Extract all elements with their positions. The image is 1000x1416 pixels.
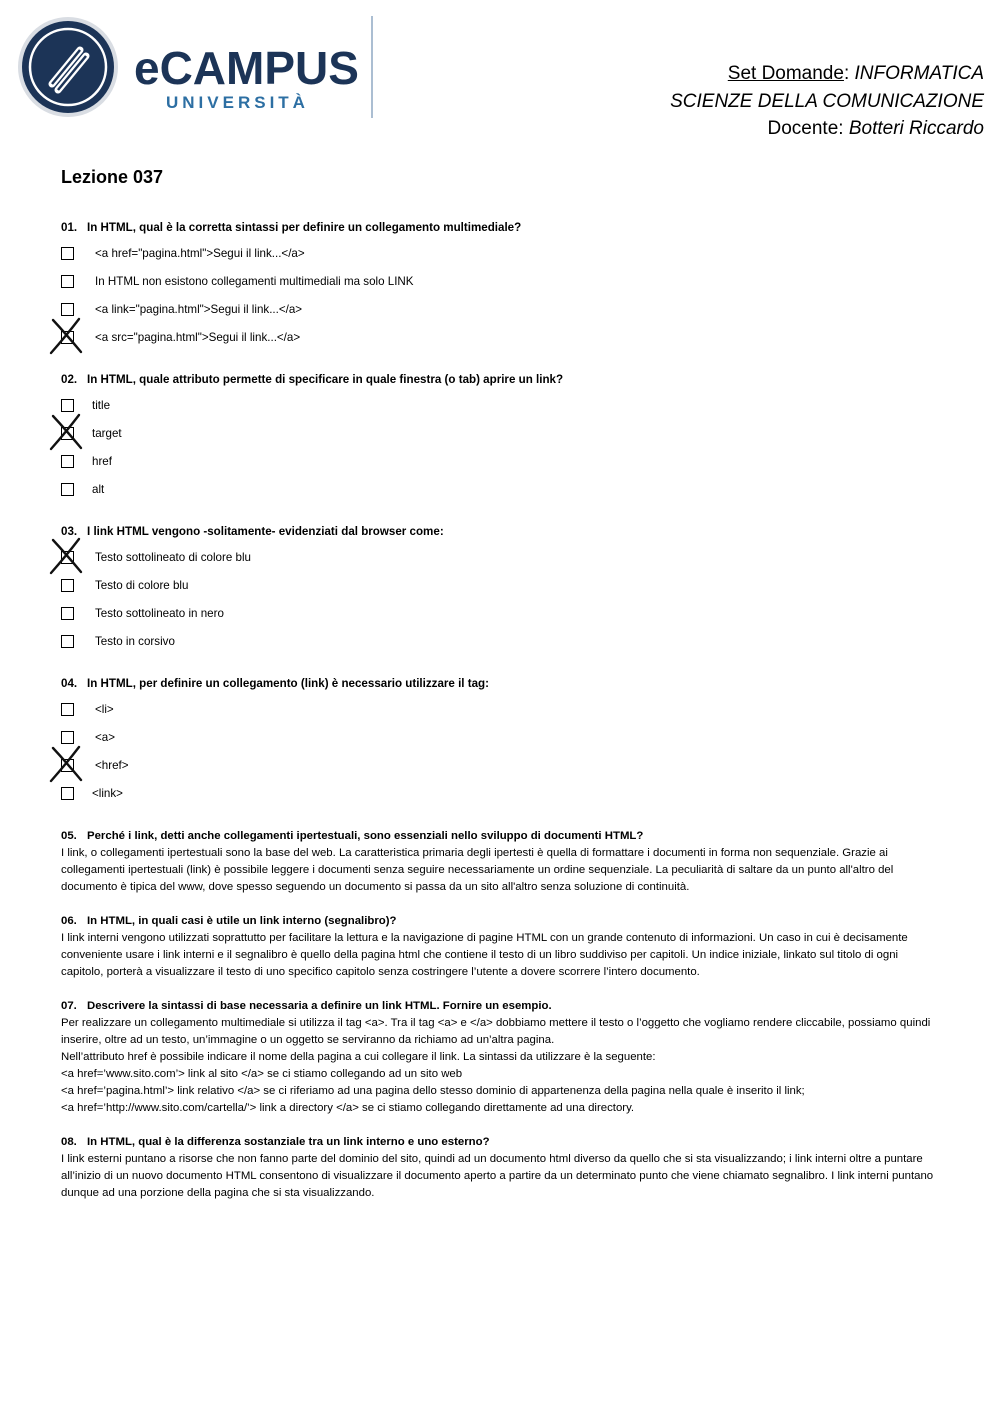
question-number: 08. [61, 1136, 77, 1148]
question-label [61, 1134, 941, 1151]
answer-text: <a href=’http://www.sito.com/cartella/’> link a directory </a> se ci stiamo collegando direttamente ad una directory. [61, 1102, 635, 1114]
question-number: 07. [61, 1000, 77, 1012]
lesson-title: Lezione 037 [61, 167, 164, 187]
option-label: <href> [95, 759, 129, 772]
course-line [670, 88, 984, 116]
teacher: Botteri Riccardo [848, 118, 984, 139]
question-text: Descrivere la sintassi di base necessaria a definire un link HTML. Fornire un esempio. [87, 1000, 552, 1012]
svg-text:UNIVERSITÀ: UNIVERSITÀ [166, 93, 309, 112]
question-2-text [61, 373, 563, 386]
option-label: <a src="pagina.html">Segui il link...</a> [95, 331, 301, 344]
answer-text: I link esterni puntano a risorse che non fanno parte del dominio del sito, quindi ad un documento html diverso da quello che si sta visualizzando; i link interni oltre a puntare all’inizio di un nuovo documento HTML consentono di visualizzare il documento aperto a partire da un determinato punto che viene chiamato segnalibro. I link interni puntano dunque ad una porzione della pagina che si sta visualizzando. [61, 1153, 934, 1199]
subject-line [670, 60, 984, 88]
option-label: Testo sottolineato di colore blu [95, 551, 251, 564]
question-4-text [61, 677, 489, 690]
answer-text: <a href=’pagina.html’> link relativo </a> se ci riferiamo ad una pagina dello stesso dominio di appartenenza della pagina nella quale è inserito il link; [61, 1085, 805, 1097]
ecampus-logo [14, 14, 376, 120]
open-question-6 [61, 913, 941, 981]
answer-text: I link, o collegamenti ipertestuali sono la base del web. La caratteristica primaria degli ipertesti è quella di formattare i documenti in forma non sequenziale. Grazie ai collegamenti ipertestuali (link) è possibile leggere i documenti senza seguire necessariamente un ordine sequenziale. La peculiarità di saltare da un punto all'altro del documento è tipica del www, dove spesso seguendo un documento si passa da un sito all'altro senza soluzione di continuità. [61, 847, 894, 893]
option-checkbox[interactable] [61, 247, 74, 260]
option-checkbox[interactable] [61, 635, 74, 648]
answer-text: Nell’attributo href è possibile indicare il nome della pagina a cui collegare il link. La sintassi da utilizzare è la seguente: [61, 1051, 656, 1063]
question-number: 06. [61, 915, 77, 927]
teacher-label: Docente: [767, 118, 849, 139]
question-text: In HTML, in quali casi è utile un link interno (segnalibro)? [87, 915, 397, 927]
question-label [61, 828, 941, 845]
open-question-7 [61, 998, 941, 1117]
option-checkbox[interactable] [61, 787, 74, 800]
question-number: 01. [61, 221, 78, 234]
option-label: title [92, 399, 111, 412]
option-checkbox[interactable] [61, 399, 74, 412]
option-label: <a> [95, 731, 115, 744]
option-checkbox[interactable] [61, 303, 74, 316]
option-checkbox[interactable] [61, 275, 74, 288]
option-checkbox[interactable] [61, 483, 74, 496]
question-number: 02. [61, 373, 78, 386]
question-1-text [61, 221, 521, 234]
option-label: In HTML non esistono collegamenti multimediali ma solo LINK [95, 275, 414, 288]
subject: INFORMATICA [854, 63, 984, 84]
handwritten-x-mark-icon [48, 536, 88, 576]
question-number: 05. [61, 830, 77, 842]
question-label: In HTML, quale attributo permette di specificare in quale finestra (o tab) aprire un link? [87, 373, 564, 386]
option-checkbox[interactable] [61, 703, 74, 716]
question-label: I link HTML vengono -solitamente- evidenziati dal browser come: [87, 525, 444, 538]
option-label: <a href="pagina.html">Segui il link...</a> [95, 247, 305, 260]
open-question-8 [61, 1134, 941, 1202]
course: SCIENZE DELLA COMUNICAZIONE [670, 90, 984, 112]
option-label: Testo in corsivo [95, 635, 175, 648]
answer-text: <a href=’www.sito.com’> link al sito </a> se ci stiamo collegando ad un sito web [61, 1068, 463, 1080]
question-label: In HTML, per definire un collegamento (link) è necessario utilizzare il tag: [87, 677, 489, 690]
answer-text: Per realizzare un collegamento multimediale si utilizza il tag <a>. Tra il tag <a> e </a> dobbiamo mettere il testo o l’oggetto che vogliamo rendere cliccabile, possiamo quindi inserire, oltre ad un testo, un’immagine o un oggetto se serviranno da richiamo ad un’altra pagina. [61, 1017, 931, 1046]
option-checkbox[interactable] [61, 731, 74, 744]
question-number: 03. [61, 525, 78, 538]
open-question-5 [61, 828, 941, 896]
option-label: Testo di colore blu [95, 579, 189, 592]
option-label: <a link="pagina.html">Segui il link...</a> [95, 303, 303, 316]
option-label: <link> [92, 787, 123, 800]
question-text: In HTML, qual è la differenza sostanziale tra un link interno e uno esterno? [87, 1136, 490, 1148]
option-checkbox[interactable] [61, 579, 74, 592]
header-info [670, 60, 984, 143]
question-number: 04. [61, 677, 78, 690]
option-checkbox[interactable] [61, 607, 74, 620]
question-label [61, 913, 941, 930]
set-separator: : [843, 63, 855, 84]
handwritten-x-mark-icon [48, 316, 88, 356]
teacher-line [670, 115, 984, 143]
svg-text:eCAMPUS: eCAMPUS [134, 42, 359, 94]
answer-text: I link interni vengono utilizzati soprattutto per facilitare la lettura e la navigazione di pagine HTML con un grande contenuto di informazioni. Un caso in cui è decisamente conveniente usare i link interni e il segnalibro è quello della pagina html che contiene il testo di un libro suddiviso per capitoli. Un indice iniziale, linkato sul titolo di ogni capitolo, porterà a visualizzare il testo di uno specifico capitolo senza costringere l’utente a dovere scorrere l’intero documento. [61, 932, 908, 978]
handwritten-x-mark-icon [48, 744, 88, 784]
question-label [61, 998, 941, 1015]
question-label: In HTML, qual è la corretta sintassi per definire un collegamento multimediale? [87, 221, 522, 234]
option-label: target [92, 427, 122, 440]
set-label: Set Domande [727, 63, 844, 84]
handwritten-x-mark-icon [48, 412, 88, 452]
option-label: <li> [95, 703, 114, 716]
option-checkbox[interactable] [61, 455, 74, 468]
question-text: Perché i link, detti anche collegamenti ipertestuali, sono essenziali nello sviluppo di documenti HTML? [87, 830, 644, 842]
option-label: alt [92, 483, 105, 496]
question-3-text [61, 525, 444, 538]
option-label: href [92, 455, 112, 468]
option-label: Testo sottolineato in nero [95, 607, 224, 620]
